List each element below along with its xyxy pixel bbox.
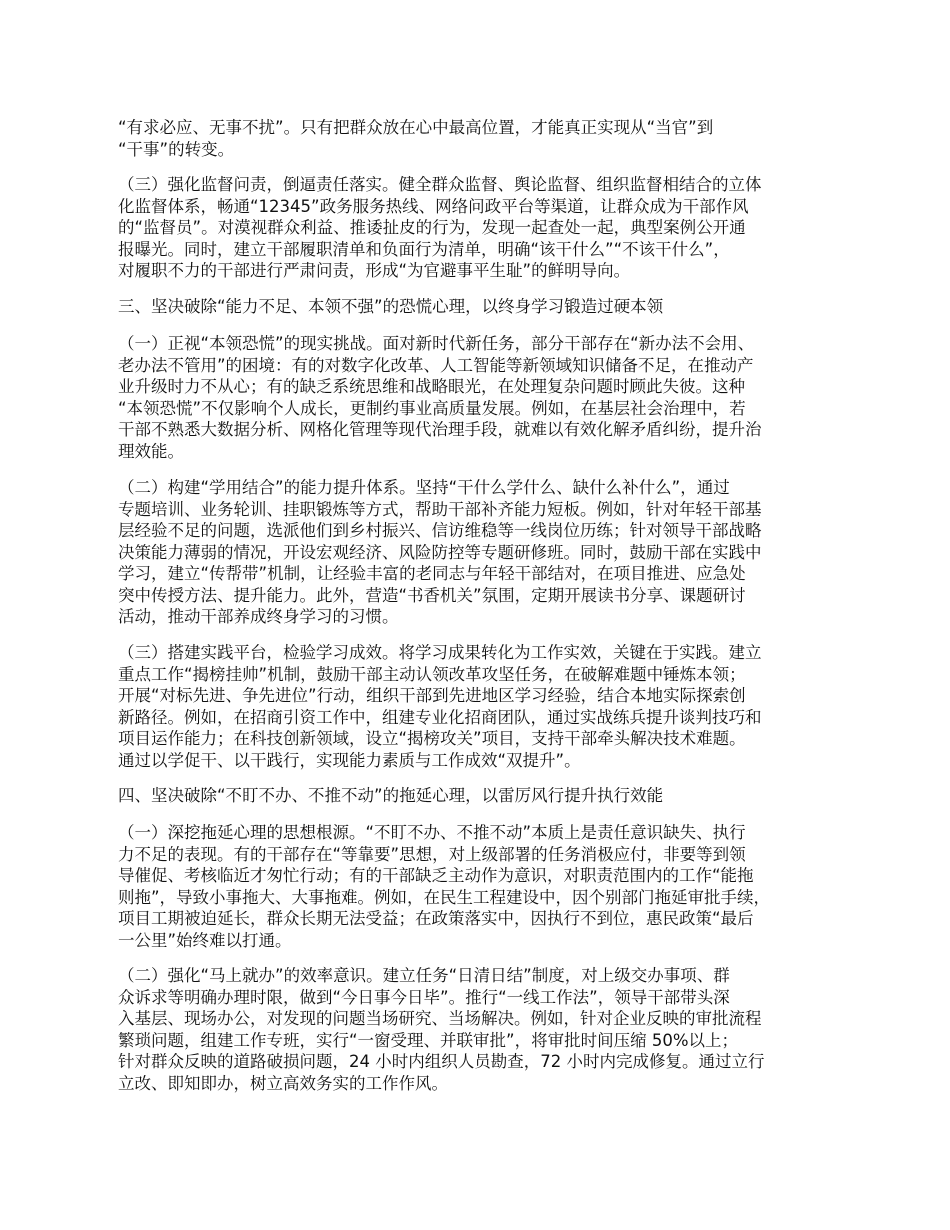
text-line: 立改、即知即办，树立高效务实的工作作风。 xyxy=(118,1073,448,1093)
text-line: 的“监督员”。对漠视群众利益、推诿扯皮的行为，发现一起查处一起，典型案例公开通 xyxy=(118,218,746,237)
text-line: 繁琐问题，组建工作专班，实行“一窗受理、并联审批”，将审批时间压缩 50%以上； xyxy=(118,1030,739,1050)
text-line: 理效能。 xyxy=(118,441,184,461)
paragraph xyxy=(118,642,838,771)
text-line: 干部不熟悉大数据分析、网格化管理等现代治理手段，就难以有效化解矛盾纠纷，提升治 xyxy=(118,420,762,439)
text-line: “有求必应、无事不扰”。只有把群众放在心中最高位置，才能真正实现从“当官”到 xyxy=(118,118,714,137)
text-line: “干事”的转变。 xyxy=(118,139,235,159)
text-line: 老办法不管用”的困境：有的对数字化改革、人工智能等新领域知识储备不足，在推动产 xyxy=(118,355,754,375)
text-line: （三）搭建实践平台，检验学习成效。将学习成果转化为工作实效，关键在于实践。建立 xyxy=(118,643,762,662)
text-line: 对履职不力的干部进行严肃问责，形成“为官避事平生耻”的鲜明导向。 xyxy=(118,261,631,280)
text-line: 报曝光。同时，建立干部履职清单和负面行为清单，明确“该干什么”“不该干什么”， xyxy=(118,239,730,259)
paragraph xyxy=(118,174,838,282)
text-line: （三）强化监督问责，倒逼责任落实。健全群众监督、舆论监督、组织监督相结合的立体 xyxy=(118,175,762,194)
paragraph xyxy=(118,117,838,160)
paragraph xyxy=(118,477,838,628)
text-line: （二）强化“马上就办”的效率意识。建立任务“日清日结”制度，对上级交办事项、群 xyxy=(118,966,730,985)
text-line: 重点工作“揭榜挂帅”机制，鼓励干部主动认领改革攻坚任务，在破解难题中锤炼本领； xyxy=(118,664,746,684)
text-line: 众诉求等明确办理时限，做到“今日事今日毕”。推行“一线工作法”，领导干部带头深 xyxy=(118,987,730,1007)
text-line: 四、坚决破除“不盯不办、不推不动”的拖延心理，以雷厉风行提升执行效能 xyxy=(118,786,664,805)
text-line: 学习，建立“传帮带”机制，让经验丰富的老同志与年轻干部结对，在项目推进、应急处 xyxy=(118,564,746,583)
text-line: 导催促、考核临近才匆忙行动；有的干部缺乏主动作为意识，对职责范围内的工作“能拖 xyxy=(118,866,754,885)
text-line: 项目工期被迫延长，群众长期无法受益；在政策落实中，因执行不到位，惠民政策“最后 xyxy=(118,909,754,928)
text-line: （一）深挖拖延心理的思想根源。“不盯不办、不推不动”本质上是责任意识缺失、执行 xyxy=(118,823,746,842)
section-heading xyxy=(118,785,838,807)
text-line: 业升级时力不从心；有的缺乏系统思维和战略眼光，在处理复杂问题时顾此失彼。这种 xyxy=(118,377,745,396)
text-line: 开展“对标先进、争先进位”行动，组织干部到先进地区学习经验，结合本地实际探索创 xyxy=(118,686,746,705)
text-line: 入基层、现场办公，对发现的问题当场研究、当场解决。例如，针对企业反映的审批流程 xyxy=(118,1009,762,1028)
text-line: 力不足的表现。有的干部存在“等靠要”思想，对上级部署的任务消极应付，非要等到领 xyxy=(118,844,746,864)
text-line: 层经验不足的问题，选派他们到乡村振兴、信访维稳等一线岗位历练；针对领导干部战略 xyxy=(118,521,762,540)
text-line: “本领恐慌”不仅影响个人成长，更制约事业高质量发展。例如，在基层社会治理中，若 xyxy=(118,398,746,418)
text-line: 化监督体系，畅通“12345”政务服务热线、网络问政平台等渠道，让群众成为干部作风 xyxy=(118,196,749,216)
text-line: 活动，推动干部养成终身学习的习惯。 xyxy=(118,607,399,626)
text-line: 则拖”，导致小事拖大、大事拖难。例如，在民生工程建设中，因个别部门拖延审批手续， xyxy=(118,887,771,907)
paragraph xyxy=(118,333,838,462)
text-line: 专题培训、业务轮训、挂职锻炼等方式，帮助干部补齐能力短板。例如，针对年轻干部基 xyxy=(118,499,762,519)
paragraph xyxy=(118,965,838,1094)
text-line: 一公里”始终难以打通。 xyxy=(118,930,292,950)
text-line: （二）构建“学用结合”的能力提升体系。坚持“干什么学什么、缺什么补什么”，通过 xyxy=(118,478,730,497)
text-line: 新路径。例如，在招商引资工作中，组建专业化招商团队，通过实战练兵提升谈判技巧和 xyxy=(118,707,762,727)
text-line: 项目运作能力；在科技创新领域，设立“揭榜攻关”项目，支持干部牵头解决技术难题。 xyxy=(118,729,746,748)
text-line: 针对群众反映的道路破损问题，24 小时内组织人员勘查，72 小时内完成修复。通过立行 xyxy=(118,1052,765,1071)
text-line: 突中传授方法、提升能力。此外，营造“书香机关”氛围，定期开展读书分享、课题研讨 xyxy=(118,585,746,605)
text-line: 决策能力薄弱的情况，开设宏观经济、风险防控等专题研修班。同时，鼓励干部在实践中 xyxy=(118,542,762,562)
text-line: 三、坚决破除“能力不足、本领不强”的恐慌心理，以终身学习锻造过硬本领 xyxy=(118,297,664,316)
text-line: （一）正视“本领恐慌”的现实挑战。面对新时代新任务，部分干部存在“新办法不会用、 xyxy=(118,334,755,353)
section-heading xyxy=(118,296,838,318)
paragraph xyxy=(118,822,838,951)
text-line: 通过以学促干、以干践行，实现能力素质与工作成效“双提升”。 xyxy=(118,750,581,770)
